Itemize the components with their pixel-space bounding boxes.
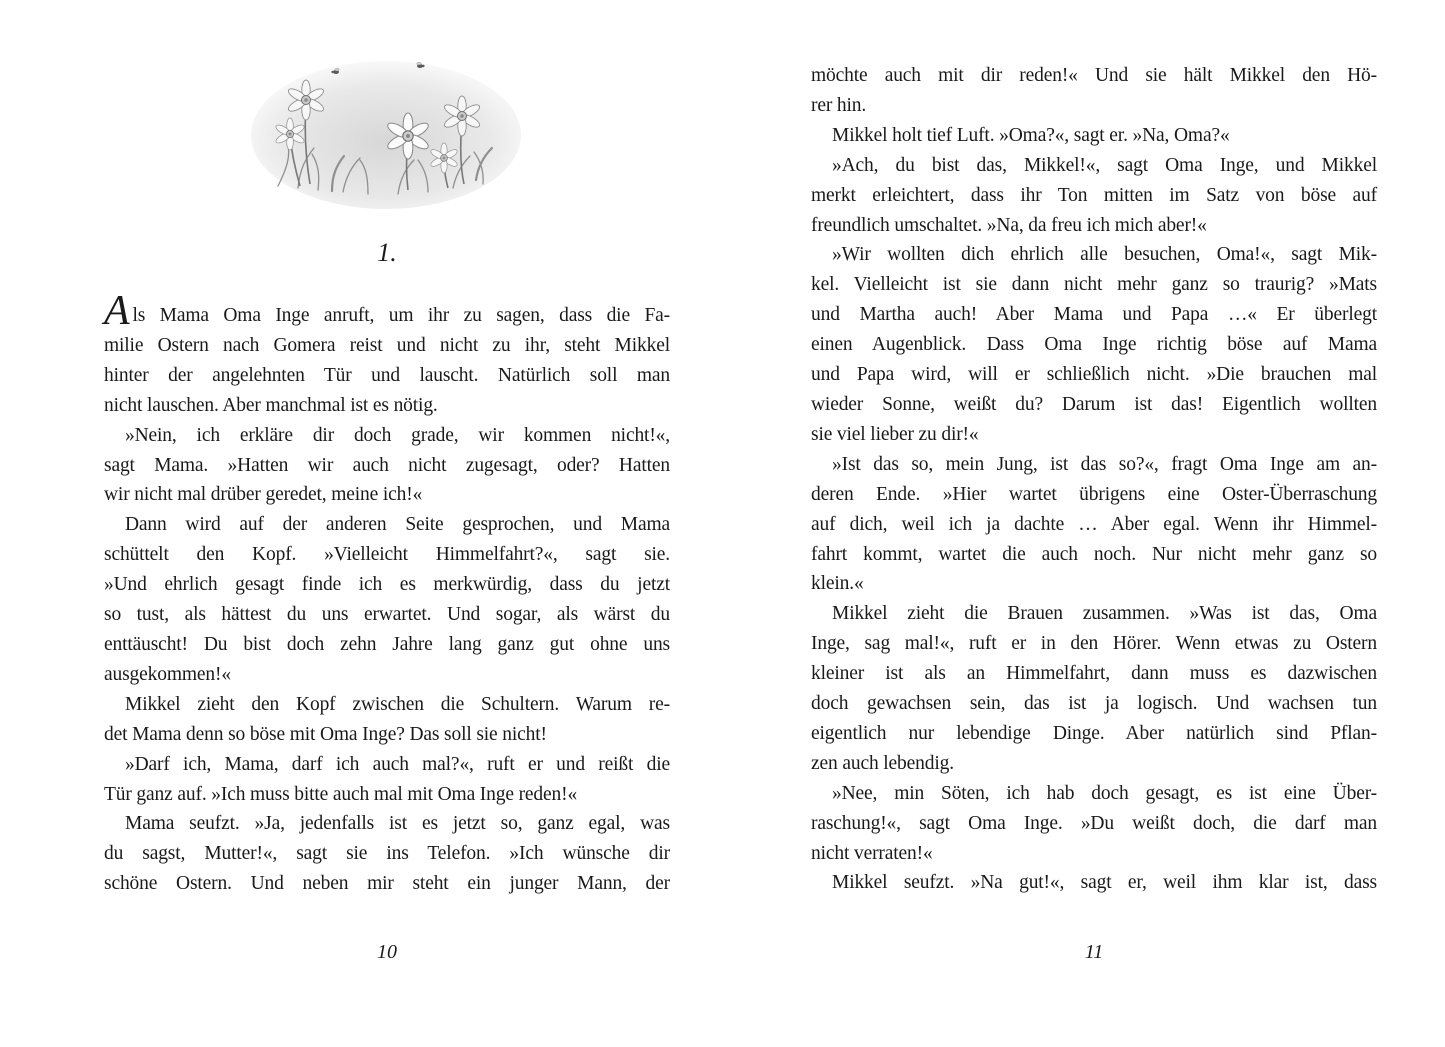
text-line: »Und ehrlich gesagt finde ich es merkwürdig, dass du jetzt [104,574,670,596]
text-line: det Mama denn so böse mit Oma Inge? Das soll sie nicht! [104,723,547,745]
text-line: raschung!«, sagt Oma Inge. »Du weißt doch, die darf man [811,812,1377,834]
paragraph [104,288,670,421]
paragraph [811,868,1377,898]
text-line: sie viel lieber zu dir!« [811,423,979,445]
text-line: deren Ende. »Hier wartet übrigens eine Oster-Überraschung [811,483,1377,505]
paragraph [104,809,670,899]
text-line: Mikkel holt tief Luft. »Oma?«, sagt er. »Na, Oma?« [832,124,1230,146]
text-line: »Ist das so, mein Jung, ist das so?«, fragt Oma Inge am an- [832,453,1377,475]
text-line: Mama seufzt. »Ja, jedenfalls ist es jetzt so, ganz egal, was [125,813,670,835]
paragraph [811,151,1377,241]
paragraph [811,121,1377,151]
text-line: schüttelt den Kopf. »Vielleicht Himmelfahrt?«, sagt sie. [104,544,670,566]
text-line: und Martha auch! Aber Mama und Papa …« Er überlegt [811,304,1377,326]
page-number-left: 10 [377,941,397,963]
text-line: und Papa wird, will er schließlich nicht. »Die brauchen mal [811,364,1377,386]
text-line: wieder Sonne, weißt du? Darum ist das! Eigentlich wollten [811,393,1377,415]
text-line: kleiner ist als an Himmelfahrt, dann muss es dazwischen [811,663,1377,685]
text-line: freundlich umschaltet. »Na, da freu ich mich aber!« [811,214,1207,236]
text-line: einen Augenblick. Dass Oma Inge richtig böse auf Mama [811,334,1377,356]
paragraph [811,599,1377,778]
daffodil-vignette-svg [248,56,525,214]
paragraph [811,61,1377,121]
drop-cap-letter: A [104,288,130,334]
paragraph [104,510,670,689]
page-right-text [811,61,1377,898]
text-line: »Wir wollten dich ehrlich alle besuchen, Oma!«, sagt Mik- [832,244,1377,266]
text-line: wir nicht mal drüber geredet, meine ich!« [104,484,423,506]
text-line: Tür ganz auf. »Ich muss bitte auch mal mit Oma Inge reden!« [104,783,578,805]
paragraph [104,750,670,810]
bee-icon [417,62,425,68]
text-line: sagt Mama. »Hatten wir auch nicht zugesagt, oder? Hatten [104,454,670,476]
text-line: so tust, als hättest du uns erwartet. Und sogar, als wärst du [104,604,670,626]
text-line: merkt erleichtert, dass ihr Ton mitten im Satz von böse auf [811,184,1377,206]
page-left-text [104,288,670,899]
text-line: Mikkel seufzt. »Na gut!«, sagt er, weil ihm klar ist, dass [832,872,1377,894]
text-line: klein.« [811,573,864,595]
text-line: doch gewachsen sein, das ist ja logisch. Und wachsen tun [811,693,1377,715]
paragraph [811,240,1377,449]
paragraph [104,421,670,511]
text-line: kel. Vielleicht ist sie dann nicht mehr ganz so traurig? »Mats [811,274,1377,296]
text-line: »Ach, du bist das, Mikkel!«, sagt Oma Inge, und Mikkel [832,154,1377,176]
text-line: schöne Ostern. Und neben mir steht ein junger Mann, der [104,873,670,895]
page-number-right: 11 [1084,941,1104,963]
text-line: möchte auch mit dir reden!« Und sie hält Mikkel den Hö- [811,65,1377,86]
text-line: eigentlich nur lebendige Dinge. Aber natürlich sind Pflan- [811,722,1377,744]
text-line: nicht lauschen. Aber manchmal ist es nötig. [104,394,438,416]
text-line: milie Ostern nach Gomera reist und nicht zu ihr, steht Mikkel [104,334,670,356]
text-line: du sagst, Mutter!«, sagt sie ins Telefon. »Ich wünsche dir [104,843,670,865]
text-line: Mikkel zieht den Kopf zwischen die Schultern. Warum re- [125,693,670,715]
text-line: »Nein, ich erkläre dir doch grade, wir kommen nicht!«, [125,424,670,446]
text-line: ausgekommen!« [104,663,231,685]
text-line: Inge, sag mal!«, ruft er in den Hörer. Wenn etwas zu Ostern [811,633,1377,655]
text-line: Mikkel zieht die Brauen zusammen. »Was ist das, Oma [832,603,1377,625]
text-line: enttäuscht! Du bist doch zehn Jahre lang ganz gut ohne uns [104,633,670,655]
paragraph [811,779,1377,869]
text-line: Dann wird auf der anderen Seite gesprochen, und Mama [125,514,670,536]
text-line: fahrt kommt, wartet die auch noch. Nur nicht mehr ganz so [811,543,1377,565]
text-line: auf dich, weil ich ja dachte … Aber egal. Wenn ihr Himmel- [811,513,1377,535]
text-line: Als Mama Oma Inge anruft, um ihr zu sagen, dass die Fa- [104,288,670,334]
text-line: rer hin. [811,94,867,116]
text-line: nicht verraten!« [811,842,933,864]
text-line: »Nee, min Söten, ich hab doch gesagt, es ist eine Über- [832,782,1377,804]
text-line: zen auch lebendig. [811,752,954,774]
paragraph [104,690,670,750]
daffodil-illustration [248,56,525,214]
chapter-number: 1. [377,238,397,267]
text-line: hinter der angelehnten Tür und lauscht. Natürlich soll man [104,364,670,386]
paragraph [811,450,1377,600]
text-line: »Darf ich, Mama, darf ich auch mal?«, ruft er und reißt die [125,753,670,775]
